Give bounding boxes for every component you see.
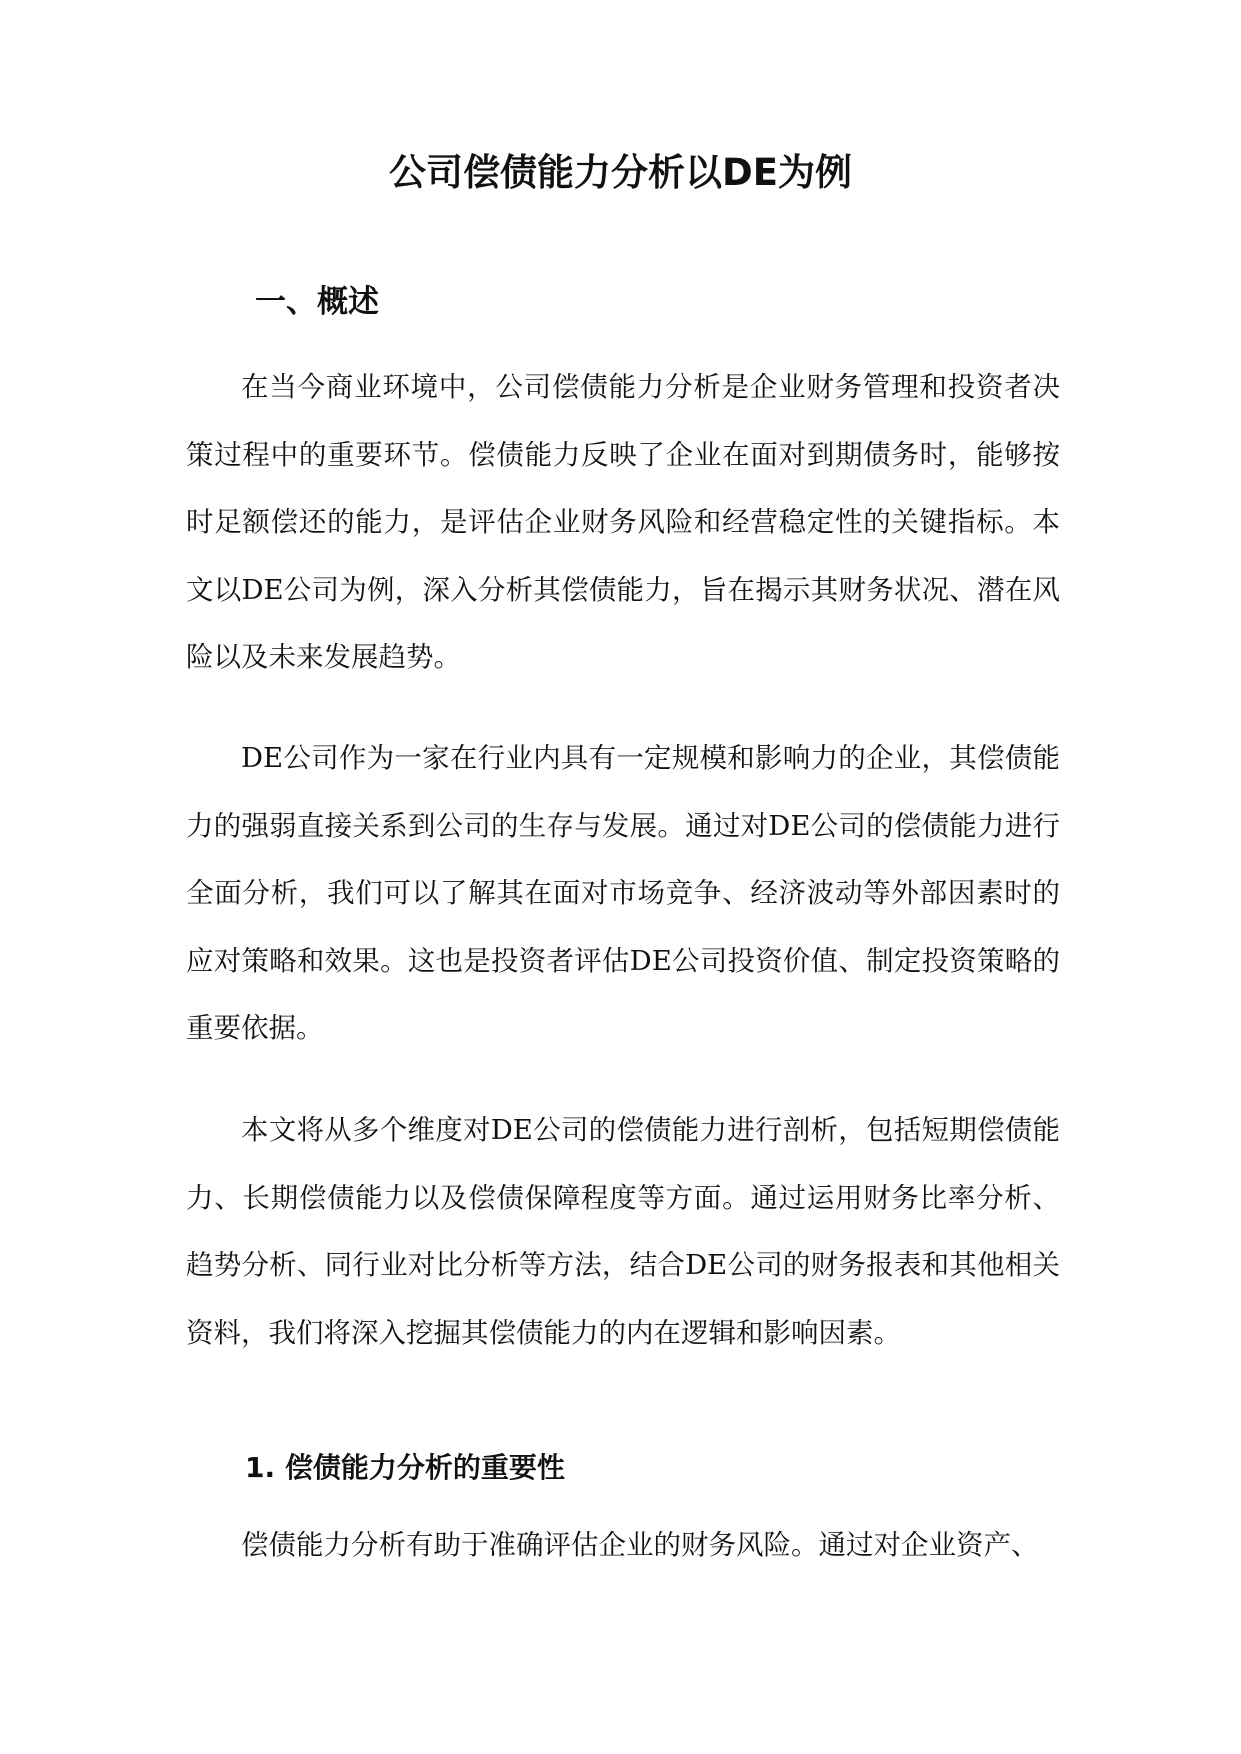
body-paragraph: 偿债能力分析有助于准确评估企业的财务风险。通过对企业资产、 bbox=[241, 1529, 1039, 1561]
body-paragraph: DE公司作为一家在行业内具有一定规模和影响力的企业，其偿债能力的强弱直接关系到公司的生存与发展。通过对DE公司的偿债能力进行全面分析，我们可以了解其在面对市场竞争、经济波动等外部因素时的应对策略和效果。这也是投资者评估DE公司投资价值、制定投资策略的重要依据。 bbox=[186, 742, 1060, 1044]
body-paragraph: 本文将从多个维度对DE公司的偿债能力进行剖析，包括短期偿债能力、长期偿债能力以及偿债保障程度等方面。通过运用财务比率分析、趋势分析、同行业对比分析等方法，结合DE公司的财务报表和其他相关资料，我们将深入挖掘其偿债能力的内在逻辑和影响因素。 bbox=[186, 1114, 1060, 1349]
section-heading-overview: 一、概述 bbox=[255, 284, 379, 320]
document-title: 公司偿债能力分析以DE为例 bbox=[389, 151, 852, 194]
subsection-heading-importance: 1. 偿债能力分析的重要性 bbox=[245, 1451, 565, 1484]
body-paragraph: 在当今商业环境中，公司偿债能力分析是企业财务管理和投资者决策过程中的重要环节。偿债能力反映了企业在面对到期债务时，能够按时足额偿还的能力，是评估企业财务风险和经营稳定性的关键指标。本文以DE公司为例，深入分析其偿债能力，旨在揭示其财务状况、潜在风险以及未来发展趋势。 bbox=[186, 371, 1060, 673]
